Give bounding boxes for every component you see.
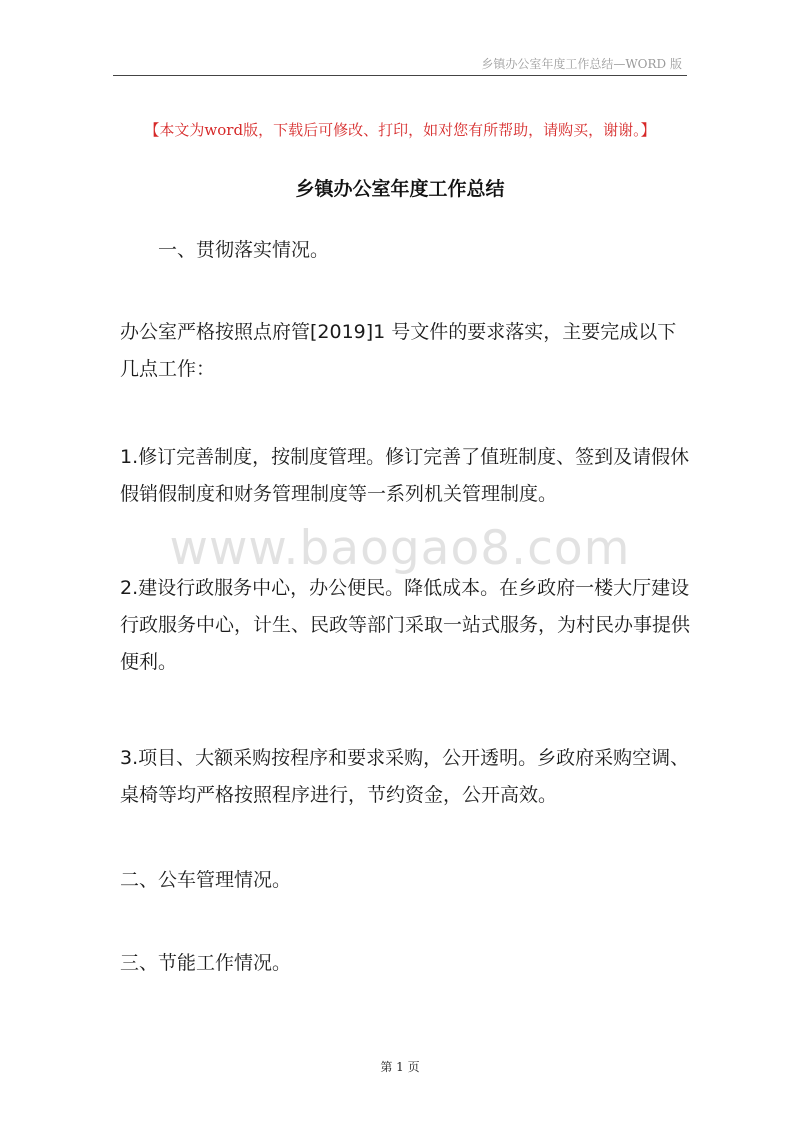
work-item-3: 3.项目、大额采购按程序和要求采购，公开透明。乡政府采购空调、桌椅等均严格按照程序进行，节约资金，公开高效。	[120, 747, 690, 806]
header-title: 乡镇办公室年度工作总结—WORD 版	[481, 57, 682, 71]
header-divider	[113, 75, 687, 76]
work-item-1: 1.修订完善制度，按制度管理。修订完善了值班制度、签到及请假休假销假制度和财务管理制度等一系列机关管理制度。	[120, 446, 690, 505]
purchase-notice: 【本文为word版，下载后可修改、打印，如对您有所帮助，请购买，谢谢。】	[144, 121, 656, 139]
section-2-heading: 二、公车管理情况。	[120, 869, 292, 891]
section-1-intro: 办公室严格按照点府管[2019]1 号文件的要求落实，主要完成以下几点工作：	[120, 321, 677, 380]
document-title: 乡镇办公室年度工作总结	[295, 178, 505, 200]
work-item-2: 2.建设行政服务中心，办公便民。降低成本。在乡政府一楼大厅建设行政服务中心，计生、民政等部门采取一站式服务，为村民办事提供便利。	[120, 577, 691, 673]
page-number: 第 1 页	[380, 1060, 420, 1074]
section-3-heading: 三、节能工作情况。	[120, 952, 292, 974]
site-watermark: www.baogao8.com	[169, 521, 631, 576]
section-1-heading: 一、贯彻落实情况。	[158, 239, 330, 261]
